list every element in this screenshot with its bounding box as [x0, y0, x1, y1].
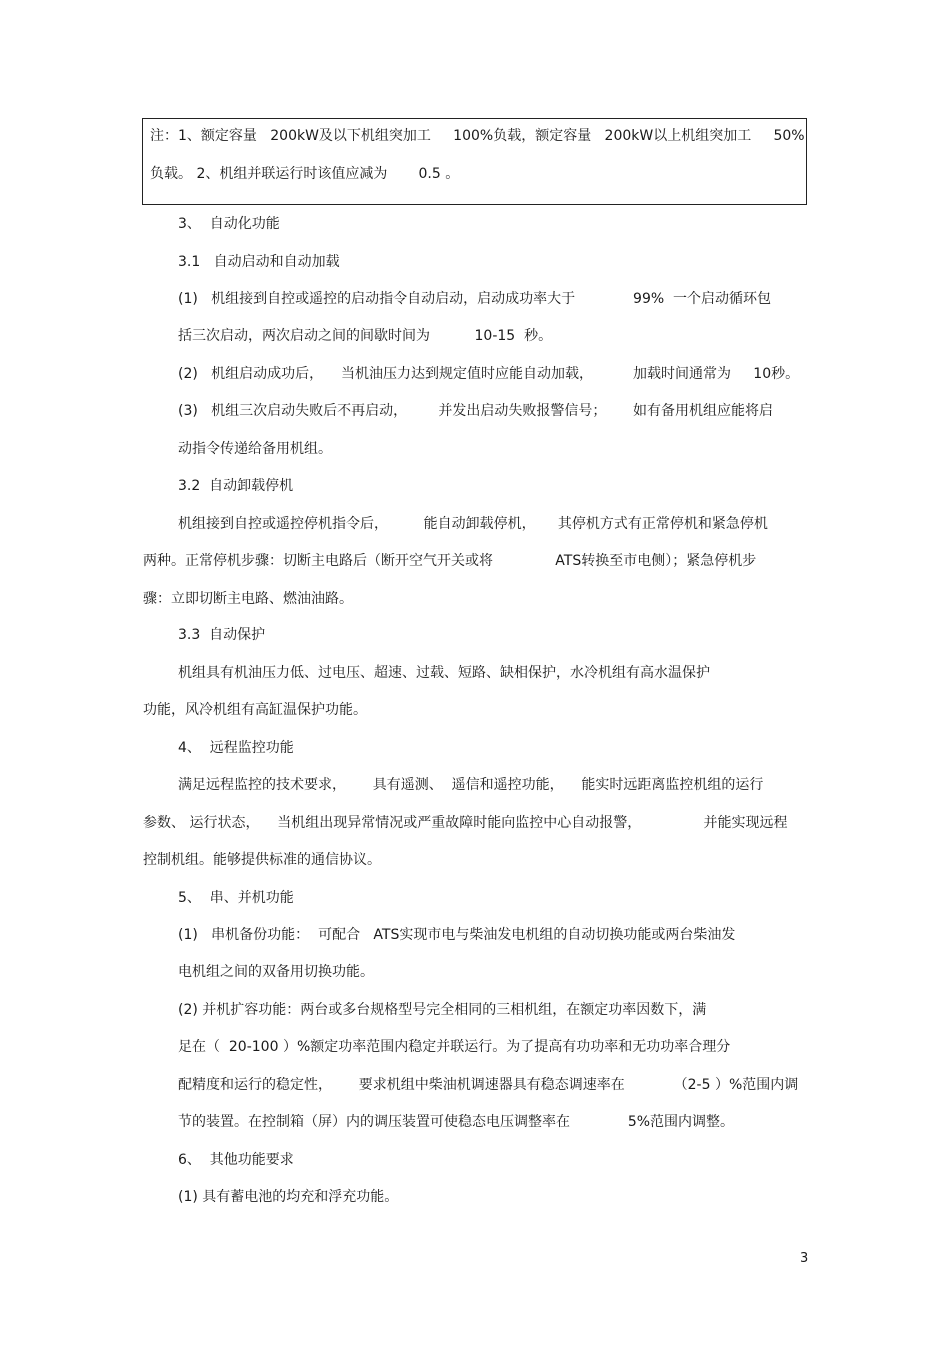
paragraph-line: (2) 机组启动成功后， 当机油压力达到规定值时应能自动加载， 加载时间通常为 10秒。 [178, 366, 800, 382]
paragraph-line: (1) 串机备份功能： 可配合 ATS实现市电与柴油发电机组的自动切换功能或两台柴油发 [178, 927, 736, 943]
paragraph-line: 电机组之间的双备用切换功能。 [178, 964, 374, 980]
page-number: 3 [800, 1251, 809, 1266]
paragraph-line: 机组具有机油压力低、过电压、超速、过载、短路、缺相保护，水冷机组有高水温保护 [178, 665, 710, 681]
paragraph-line: 功能，风冷机组有高缸温保护功能。 [143, 702, 367, 718]
paragraph-line: 配精度和运行的稳定性， 要求机组中柴油机调速器具有稳态调速率在 （2-5 ）%范围内调 [178, 1077, 799, 1093]
paragraph-line: 满足远程监控的技术要求， 具有遥测、 遥信和遥控功能， 能实时远距离监控机组的运行 [178, 777, 764, 793]
paragraph-line: 控制机组。能够提供标准的通信协议。 [143, 852, 381, 868]
subheading-auto-stop: 3.2 自动卸载停机 [178, 478, 294, 494]
subheading-auto-start: 3.1 自动启动和自动加载 [178, 254, 340, 270]
paragraph-line: (1) 机组接到自控或遥控的启动指令自动启动，启动成功率大于 99% 一个启动循环包 [178, 291, 772, 307]
note-line-1: 注：1、额定容量 200kW及以下机组突加工 100%负载，额定容量 200kW以上机组突加工 50% [150, 128, 805, 144]
subheading-auto-protect: 3.3 自动保护 [178, 627, 266, 643]
paragraph-line: 机组接到自控或遥控停机指令后， 能自动卸载停机， 其停机方式有正常停机和紧急停机 [178, 516, 768, 532]
paragraph-line: 足在（ 20-100 ）%额定功率范围内稳定并联运行。为了提高有功功率和无功功率合理分 [178, 1039, 731, 1055]
paragraph-line: 括三次启动，两次启动之间的间歇时间为 10-15 秒。 [178, 328, 553, 344]
paragraph-line: (3) 机组三次启动失败后不再启动， 并发出启动失败报警信号； 如有备用机组应能将启 [178, 403, 774, 419]
heading-automation: 3、 自动化功能 [178, 216, 280, 232]
heading-other-functions: 6、 其他功能要求 [178, 1152, 294, 1168]
heading-remote-monitoring: 4、 远程监控功能 [178, 740, 294, 756]
note-line-2: 负载。 2、机组并联运行时该值应减为 0.5 。 [150, 166, 460, 182]
paragraph-line: 节的装置。在控制箱（屏）内的调压装置可使稳态电压调整率在 5%范围内调整。 [178, 1114, 735, 1130]
paragraph-line: 参数、 运行状态， 当机组出现异常情况或严重故障时能向监控中心自动报警， 并能实现远程 [143, 815, 788, 831]
paragraph-line: 骤：立即切断主电路、燃油油路。 [143, 591, 353, 607]
paragraph-line: (2) 并机扩容功能：两台或多台规格型号完全相同的三相机组，在额定功率因数下，满 [178, 1002, 707, 1018]
paragraph-line: (1) 具有蓄电池的均充和浮充功能。 [178, 1189, 399, 1205]
paragraph-line: 两种。正常停机步骤：切断主电路后（断开空气开关或将 ATS转换至市电侧）；紧急停机步 [143, 553, 757, 569]
paragraph-line: 动指令传递给备用机组。 [178, 441, 332, 457]
heading-parallel: 5、 串、并机功能 [178, 890, 294, 906]
